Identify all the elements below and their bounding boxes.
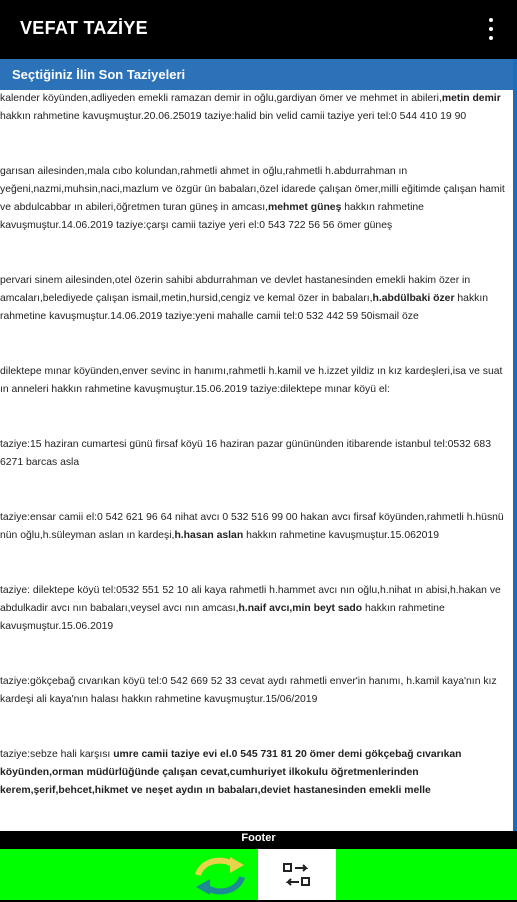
deceased-name: h.naif avcı,min beyt sado — [238, 603, 363, 614]
obituary-entry — [0, 673, 507, 709]
obituary-entry — [0, 90, 507, 126]
deceased-name: mehmet güneş — [268, 202, 342, 213]
app-bar — [0, 0, 517, 57]
entry-list[interactable] — [0, 90, 513, 800]
entry-text: hakkın rahmetine kavuşmuştur.14.06.2019 taziye:çarşı camii taziye yeri el:0 543 722 56 56 ömer güneş — [0, 202, 424, 231]
deceased-name: h.abdülbaki özer — [372, 293, 455, 304]
deceased-name: h.hasan aslan — [174, 530, 244, 541]
entry-text: hakkın rahmetine kavuşmuştur.20.06.25019 taziye:halid bin velid camii taziye yeri tel:0 544 410 19 90 — [0, 111, 467, 122]
entry-gap — [0, 326, 507, 363]
entry-gap — [0, 399, 507, 436]
entry-text: dilektepe mınar köyünden,enver sevinc in hanımı,rahmetli h.kamil ve h.izzet yildiz ın kız kardeşleri,isa ve suat ın anneleri hakkın rahmetine kavuşmuştur.15.06.2019 taziye:dilektepe mınar köyü el: — [0, 366, 503, 395]
swap-icon — [282, 862, 312, 888]
app-title: VEFAT TAZİYE — [20, 18, 148, 38]
swap-button[interactable] — [258, 849, 336, 900]
entry-gap — [0, 709, 507, 746]
obituary-entry — [0, 582, 507, 636]
refresh-button[interactable] — [184, 853, 256, 897]
entry-gap — [0, 636, 507, 673]
entry-gap — [0, 126, 507, 163]
entry-gap — [0, 472, 507, 509]
entry-text: taziye: dilektepe köyü tel:0532 551 52 10 ali kaya rahmetli h.hammet avcı nın oğlu,h.nihat ın abisi,h.hakan ve abdulkadir avcı nın babaları,veysel avcı nın amcası, — [0, 585, 501, 614]
entry-text: hakkın rahmetine kavuşmuştur.15.062019 — [243, 530, 439, 541]
obituary-entry — [0, 746, 507, 800]
entry-gap — [0, 545, 507, 582]
refresh-arrows-icon — [184, 853, 256, 897]
obituary-entry — [0, 363, 507, 399]
entry-text: garısan ailesinden,mala cıbo kolundan,rahmetli ahmet in oğlu,rahmetli h.abdurrahman ın yeğeni,nazmi,muhsin,naci,mazlum ve özgür ün babaları,özel idarede çalışan ömer,milli eğitimde çalışan hamit ve abdulcabbar ın abileri,öğretmen turan güneş in amcası, — [0, 166, 505, 213]
obituary-entry — [0, 509, 507, 545]
entry-text: kalender köyünden,adliyeden emekli ramazan demir in oğlu,gardiyan ömer ve mehmet in abileri, — [0, 93, 442, 104]
entry-text: hakkın rahmetine kavuşmuştur.14.06.2019 taziye:yeni mahalle camii tel:0 532 442 59 50ismail öze — [0, 293, 489, 322]
bottom-bar — [0, 849, 517, 900]
footer-label: Footer — [0, 831, 517, 849]
obituary-entry — [0, 272, 507, 326]
content-panel[interactable] — [0, 59, 517, 831]
obituary-entry — [0, 163, 507, 235]
entry-text: taziye:sebze hali karşısı — [0, 749, 114, 760]
entry-gap — [0, 235, 507, 272]
entry-text: taziye:15 haziran cumartesi günü firsaf köyü 16 haziran pazar günününden itibarende istanbul tel:0532 683 6271 barcas asla — [0, 439, 491, 468]
entry-text: hakkın rahmetine kavuşmuştur.15.06.2019 — [0, 603, 445, 632]
deceased-name: umre camii taziye evi el.0 545 731 81 20 ömer demi gökçebağ cıvarıkan köyünden,orman müdürlüğünde çalışan cevat,cumhuriyet ilkokulu öğretmenlerinden kerem,şerif,behcet,hikmet ve neşet aydın ın babaları,deviet hastanesinden emekli melle — [0, 749, 462, 796]
more-vert-icon[interactable] — [481, 18, 501, 40]
deceased-name: metin demir — [441, 93, 501, 104]
obituary-entry — [0, 436, 507, 472]
entry-text: taziye:gökçebağ cıvarıkan köyü tel:0 542 669 52 33 cevat aydı rahmetli enver'in hanımı, h.kamil kaya'nın kız kardeşi ali kaya'nın halası hakkın rahmetine kavuşmuştur.15/06/2019 — [0, 676, 497, 705]
entry-text: taziye:ensar camii el:0 542 621 96 64 nihat avcı 0 532 516 99 00 hakan avcı firsaf köyünden,rahmetli h.hüsnü nün oğlu,h.süleyman aslan ın kardeşi, — [0, 512, 504, 541]
section-title: Seçtiğiniz İlin Son Taziyeleri — [0, 59, 513, 90]
entry-text: pervari sinem ailesinden,otel özerin sahibi abdurrahman ve devlet hastanesinden emekli hakim özer in amcaları,belediyede çalışan ismail,metin,hursid,cengiz ve kemal özer in babaları, — [0, 275, 471, 304]
